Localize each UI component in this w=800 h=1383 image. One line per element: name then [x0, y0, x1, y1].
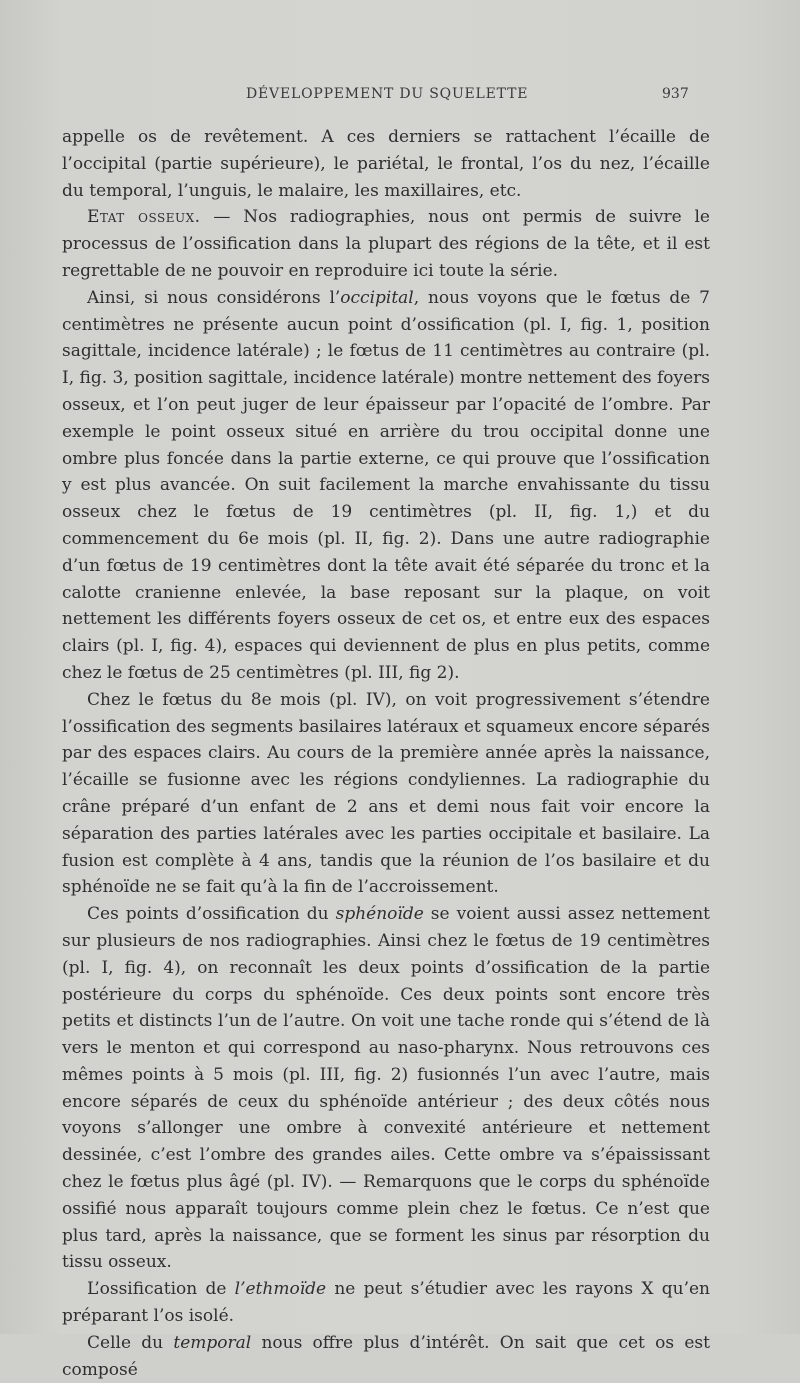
running-title: DÉVELOPPEMENT DU SQUELETTE [246, 86, 529, 102]
page-header [0, 86, 800, 110]
emphasis: l’ethmoïde [234, 1279, 327, 1300]
paragraph: Ainsi, si nous considérons l’occipital, nous voyons que le fœtus de 7 centimètres ne présente aucun point d’ossification (pl. I, fig. 1, position sagittale, incidence latérale) ; le fœtus de 11 centimètres au contraire (pl. I, fig. 3, position sagittale, incidence latérale) montre nettement des foyers osseux, et l’on peut juger de leur épaisseur par l’opacité de l’ombre. Par exemple le point osseux situé en arrière du trou occipital donne une ombre plus foncée dans la partie externe, ce qui prouve que l’ossification y est plus avancée. On suit facilement la marche envahissante du tissu osseux chez le fœtus de 19 centimètres (pl. II, fig. 1,) et du commencement du 6e mois (pl. II, fig. 2). Dans une autre radiographie d’un fœtus de 19 centimètres dont la tête avait été séparée du tronc et la calotte cranienne enlevée, la base reposant sur la plaque, on voit nettement les différents foyers osseux de cet os, et entre eux des espaces clairs (pl. I, fig. 4), espaces qui deviennent de plus en plus petits, comme chez le fœtus de 25 centimètres (pl. III, fig 2). [62, 287, 711, 683]
emphasis: sphénoïde [335, 904, 424, 925]
paragraph: appelle os de revêtement. A ces derniers se rattachent l’écaille de l’occipital (partie supérieure), le pariétal, le frontal, l’os du nez, l’écaille du temporal, l’unguis, le malaire, les maxillaires, etc. [62, 127, 710, 201]
page-number: 937 [662, 86, 689, 102]
paragraph: Celle du temporal nous offre plus d’intérêt. On sait que cet os est composé [62, 1332, 710, 1380]
emphasis: occipital [340, 287, 414, 308]
paragraph: Ces points d’ossification du sphénoïde se voient aussi assez nettement sur plusieurs de nos radiographies. Ainsi chez le fœtus de 19 centimètres (pl. I, fig. 4), on reconnaît les deux points d’ossification de la partie postérieure du corps du sphénoïde. Ces deux points sont encore très petits et distincts l’un de l’autre. On voit une tache ronde qui s’étend de là vers le menton et qui correspond au naso-pharynx. Nous retrouvons ces mêmes points à 5 mois (pl. III, fig. 2) fusionnés l’un avec l’autre, mais encore séparés de ceux du sphénoïde antérieur ; des deux côtés nous voyons s’allonger une ombre à convexité antérieure et nettement dessinée, c’est l’ombre des grandes ailes. Cette ombre va s’épaississant chez le fœtus plus âgé (pl. IV). — Remarquons que le corps du sphénoïde ossifié nous apparaît toujours comme plein chez le fœtus. Ce n’est que plus tard, après la naissance, que se forment les sinus par résorption du tissu osseux. [62, 904, 711, 1273]
paragraph: Chez le fœtus du 8e mois (pl. IV), on voit progressivement s’étendre l’ossification des segments basilaires latéraux et squameux encore séparés par des espaces clairs. Au cours de la première année après la naissance, l’écaille se fusionne avec les régions condyliennes. La radiographie du crâne préparé d’un enfant de 2 ans et demi nous fait voir encore la séparation des parties latérales avec les parties occipitale et basilaire. La fusion est complète à 4 ans, tandis que la réunion de l’os basilaire et du sphénoïde ne se fait qu’à la fin de l’accroissement. [62, 689, 710, 898]
paragraph: L’ossification de l’ethmoïde ne peut s’étudier avec les rayons X qu’en préparant l’os isolé. [62, 1279, 711, 1327]
emphasis: temporal [173, 1332, 252, 1353]
body-text [62, 124, 710, 1383]
paragraph: Etat osseux. — Nos radiographies, nous ont permis de suivre le processus de l’ossification dans la plupart des régions de la tête, et il est regrettable de ne pouvoir en reproduire ici toute la série. [62, 207, 710, 281]
section-lead: Etat osseux. [87, 207, 201, 228]
